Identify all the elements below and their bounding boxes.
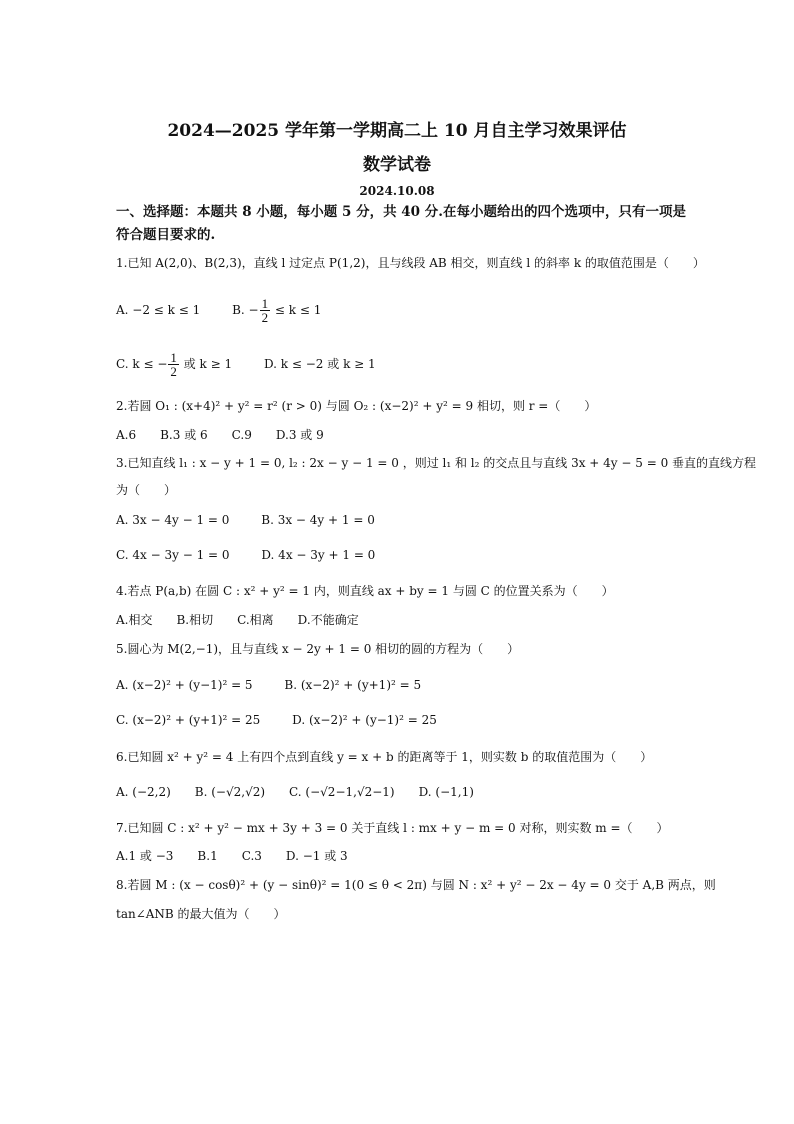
section-heading: 一、选择题：本题共 8 小题，每小题 5 分，共 40 分.在每小题给出的四个选项中，只有一项是符合题目要求的. (116, 204, 686, 243)
q3-stem-line1: 3.已知直线 l₁ : x − y + 1 = 0, l₂ : 2x − y − 1 = 0 ，则过 l₁ 和 l₂ 的交点且与直线 3x + 4y − 5 = 0 垂直的直线方程 (116, 456, 757, 470)
exam-subtitle: 数学试卷 (363, 155, 431, 175)
q2-options: A.6 B.3 或 6 C.9 D.3 或 9 (116, 428, 324, 442)
q1-option-b-prefix: B. − (232, 303, 259, 317)
q3-option-b: B. 3x − 4y + 1 = 0 (261, 513, 375, 527)
q1-option-c-fraction (168, 351, 179, 378)
q6-stem: 6.已知圆 x² + y² = 4 上有四个点到直线 y = x + b 的距离等于 1，则实数 b 的取值范围为（ ） (116, 750, 653, 764)
q7-stem: 7.已知圆 C : x² + y² − mx + 3y + 3 = 0 关于直线 l : mx + y − m = 0 对称，则实数 m =（ ） (116, 821, 669, 835)
q3-stem-line2: 为（ ） (116, 483, 177, 497)
q1-stem: 1.已知 A(2,0)、B(2,3)，直线 l 过定点 P(1,2)，且与线段 AB 相交，则直线 l 的斜率 k 的取值范围是（ ） (116, 256, 705, 270)
q1-c-numerator: 1 (170, 350, 177, 365)
exam-date: 2024.10.08 (359, 184, 435, 198)
q3-options-cd (116, 547, 375, 563)
q3-options-ab (116, 512, 375, 528)
q1-option-c (116, 350, 233, 379)
q8-stem-line2: tan∠ANB 的最大值为（ ） (116, 907, 286, 921)
q5-options-cd (116, 712, 437, 728)
q1-option-c-prefix: C. k ≤ − (116, 357, 168, 371)
q1-option-d: D. k ≤ −2 或 k ≥ 1 (263, 357, 376, 371)
q1-option-b (232, 296, 322, 325)
q1-option-b-suffix: ≤ k ≤ 1 (271, 303, 322, 317)
q1-b-numerator: 1 (261, 296, 269, 311)
q1-b-denominator: 2 (261, 310, 269, 325)
q3-option-d: D. 4x − 3y + 1 = 0 (261, 548, 376, 562)
q1-option-c-suffix: 或 k ≥ 1 (179, 357, 233, 371)
q5-stem: 5.圆心为 M(2,−1)，且与直线 x − 2y + 1 = 0 相切的圆的方程为（ ） (116, 642, 520, 656)
q4-stem: 4.若点 P(a,b) 在圆 C : x² + y² = 1 内，则直线 ax + by = 1 与圆 C 的位置关系为（ ） (116, 584, 614, 598)
q5-options-ab (116, 677, 421, 693)
q1-options-ab (116, 297, 321, 324)
q1-option-b-fraction (260, 297, 271, 324)
q5-option-d: D. (x−2)² + (y−1)² = 25 (292, 713, 437, 727)
q5-option-b: B. (x−2)² + (y+1)² = 5 (284, 678, 422, 692)
q1-option-a: A. −2 ≤ k ≤ 1 (116, 303, 201, 317)
q1-c-denominator: 2 (170, 364, 177, 379)
q5-option-a: A. (x−2)² + (y−1)² = 5 (116, 678, 253, 692)
q1-options-cd (116, 351, 376, 378)
q2-stem: 2.若圆 O₁ : (x+4)² + y² = r² (r > 0) 与圆 O₂ : (x−2)² + y² = 9 相切，则 r =（ ） (116, 399, 597, 413)
q8-stem-line1: 8.若圆 M : (x − cosθ)² + (y − sinθ)² = 1(0 ≤ θ < 2π) 与圆 N : x² + y² − 2x − 4y = 0 交于 A,B 两点，则 (116, 878, 716, 892)
q5-option-c: C. (x−2)² + (y+1)² = 25 (116, 713, 261, 727)
q3-option-a: A. 3x − 4y − 1 = 0 (116, 513, 230, 527)
q6-options: A. (−2,2) B. (−√2,√2) C. (−√2−1,√2−1) D. (−1,1) (116, 785, 474, 799)
q4-options: A.相交 B.相切 C.相离 D.不能确定 (116, 613, 359, 627)
q3-option-c: C. 4x − 3y − 1 = 0 (116, 548, 230, 562)
q7-options: A.1 或 −3 B.1 C.3 D. −1 或 3 (116, 849, 348, 863)
exam-title: 2024—2025 学年第一学期高二上 10 月自主学习效果评估 (167, 121, 627, 141)
